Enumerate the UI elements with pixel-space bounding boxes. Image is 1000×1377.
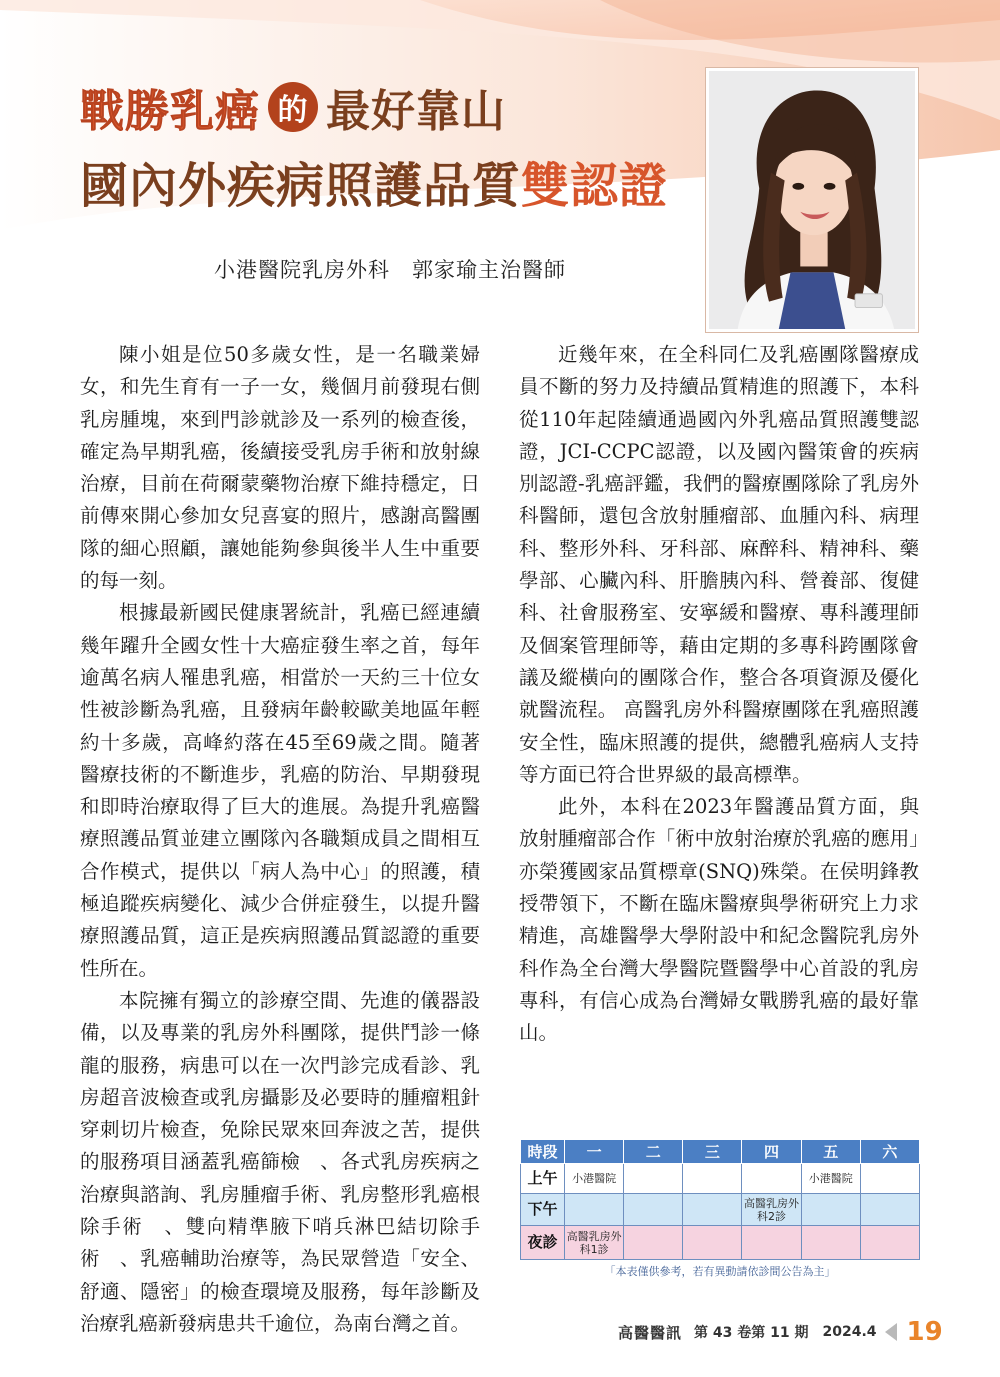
schedule-cell (683, 1226, 742, 1260)
schedule-row-evening (521, 1226, 920, 1260)
schedule-cell (683, 1164, 742, 1194)
paragraph-2: 根據最新國民健康署統計，乳癌已經連續幾年躍升全國女性十大癌症發生率之首，每年逾萬名病人罹患乳癌，相當於一天約三十位女性被診斷為乳癌，且發病年齡較歐美地區年輕約十多歲，高峰約落在45至69歲之間。隨著醫療技術的不斷進步，乳癌的防治、早期發現和即時治療取得了巨大的進展。為提升乳癌醫療照護品質並建立團隊內各職類成員之間相互合作模式，提供以「病人為中心」的照護，積極追蹤疾病變化、減少合併症發生，以提升醫療照護品質，這正是疾病照護品質認證的重要性所在。 (80, 601, 480, 980)
title-part-red: 戰勝乳癌 (80, 86, 260, 137)
schedule-header-cell: 六 (860, 1140, 919, 1164)
schedule-cell (565, 1194, 624, 1226)
schedule-cell (683, 1194, 742, 1226)
schedule-cell (801, 1226, 860, 1260)
schedule-note: 「本表僅供參考，若有異動請依診間公告為主」 (604, 1265, 836, 1278)
schedule-cell (624, 1194, 683, 1226)
schedule-cell (801, 1194, 860, 1226)
schedule-cell (860, 1194, 919, 1226)
magazine-name: 高醫醫訊 (618, 1323, 683, 1342)
page-footer (618, 1317, 943, 1347)
schedule-header-row (521, 1140, 920, 1164)
schedule-cell (742, 1164, 801, 1194)
schedule-cell (624, 1226, 683, 1260)
schedule-row-label: 夜診 (521, 1226, 565, 1260)
article-column-left (80, 339, 480, 1340)
article-title (80, 78, 668, 216)
schedule-header-cell: 時段 (521, 1140, 565, 1164)
title-part-red-2: 雙認證 (521, 157, 669, 214)
schedule-cell: 小港醫院 (801, 1164, 860, 1194)
triangle-left-icon (885, 1323, 897, 1341)
paragraph-5: 此外，本科在2023年醫護品質方面，與放射腫瘤部合作「術中放射治療於乳癌的應用」亦榮獲國家品質標章(SNQ)殊榮。在侯明鋒教授帶領下，不斷在臨床醫療與學術研究上力求精進，高雄醫學大學附設中和紀念醫院乳房外科作為全台灣大學醫院暨醫學中心首設的乳房專科，有信心成為台灣婦女戰勝乳癌的最好靠山。 (519, 795, 919, 1045)
paragraph-3: 本院擁有獨立的診療空間、先進的儀器設備，以及專業的乳房外科團隊，提供鬥診一條龍的服務，病患可以在一次門診完成看診、乳房超音波檢查或乳房攝影及必要時的腫瘤粗針穿刺切片檢查，免除民眾來回奔波之苦，提供的服務項目涵蓋乳癌篩檢 、各式乳房疾病之治療與諮詢、乳房腫瘤手術、乳房整形乳癌根除手術 、雙向精準腋下哨兵淋巴結切除手術 、乳癌輔助治療等，為民眾營造「安全、舒適、隱密」的檢查環境及服務，每年診斷及治療乳癌新發病患共千逾位，為南台灣之首。 (80, 988, 480, 1335)
schedule-table (520, 1139, 920, 1260)
schedule-cell (624, 1164, 683, 1194)
schedule-cell (860, 1164, 919, 1194)
schedule-cell: 小港醫院 (565, 1164, 624, 1194)
schedule-header-cell: 四 (742, 1140, 801, 1164)
issue-date: 2024.4 (822, 1324, 877, 1340)
paragraph-1: 陳小姐是位50多歲女性，是一名職業婦女，和先生育有一子一女，幾個月前發現右側乳房腫塊，來到門診就診及一系列的檢查後，確定為早期乳癌，後續接受乳房手術和放射線治療，目前在荷爾蒙藥物治療下維持穩定，日前傳來開心參加女兒喜宴的照片，感謝高醫團隊的細心照顧，讓她能夠參與後半人生中重要的每一刻。 (80, 343, 480, 593)
doctor-portrait (706, 68, 918, 332)
title-line-1 (80, 78, 668, 136)
clinic-schedule (520, 1139, 920, 1279)
paragraph-4: 近幾年來，在全科同仁及乳癌團隊醫療成員不斷的努力及持續品質精進的照護下，本科從110年起陸續通過國內外乳癌品質照護雙認證，JCI-CCPC認證，以及國內醫策會的疾病別認證-乳癌評鑑，我們的醫療團隊除了乳房外科醫師，還包含放射腫瘤部、血腫內科、病理科、整形外科、牙科部、麻醉科、精神科、藥學部、心臟內科、肝膽胰內科、營養部、復健科、社會服務室、安寧緩和醫療、專科護理師及個案管理師等，藉由定期的多專科跨團隊會議及縱橫向的團隊合作，整合各項資源及優化就醫流程。 高醫乳房外科醫療團隊在乳癌照護安全性，臨床照護的提供，總體乳癌病人支持等方面已符合世界級的最高標準。 (519, 343, 919, 786)
title-part-brown-2: 國內外疾病照護品質 (80, 157, 522, 214)
schedule-row-afternoon (521, 1194, 920, 1226)
title-circle-de: 的 (268, 82, 318, 132)
article-column-right (519, 339, 919, 1050)
schedule-cell (860, 1226, 919, 1260)
schedule-row-label: 下午 (521, 1194, 565, 1226)
schedule-header-cell: 三 (683, 1140, 742, 1164)
schedule-header-cell: 一 (565, 1140, 624, 1164)
schedule-row-label: 上午 (521, 1164, 565, 1194)
schedule-header-cell: 五 (801, 1140, 860, 1164)
schedule-cell (742, 1226, 801, 1260)
schedule-cell: 高醫乳房外科2診 (742, 1194, 801, 1226)
schedule-header-cell: 二 (624, 1140, 683, 1164)
page-number: 19 (906, 1317, 943, 1347)
volume-issue: 第 43 卷第 11 期 (694, 1325, 809, 1341)
title-line-2 (80, 146, 668, 216)
title-part-brown: 最好靠山 (326, 86, 506, 137)
schedule-cell: 高醫乳房外科1診 (565, 1226, 624, 1260)
author-byline: 小港醫院乳房外科 郭家瑜主治醫師 (214, 258, 566, 282)
schedule-row-morning (521, 1164, 920, 1194)
